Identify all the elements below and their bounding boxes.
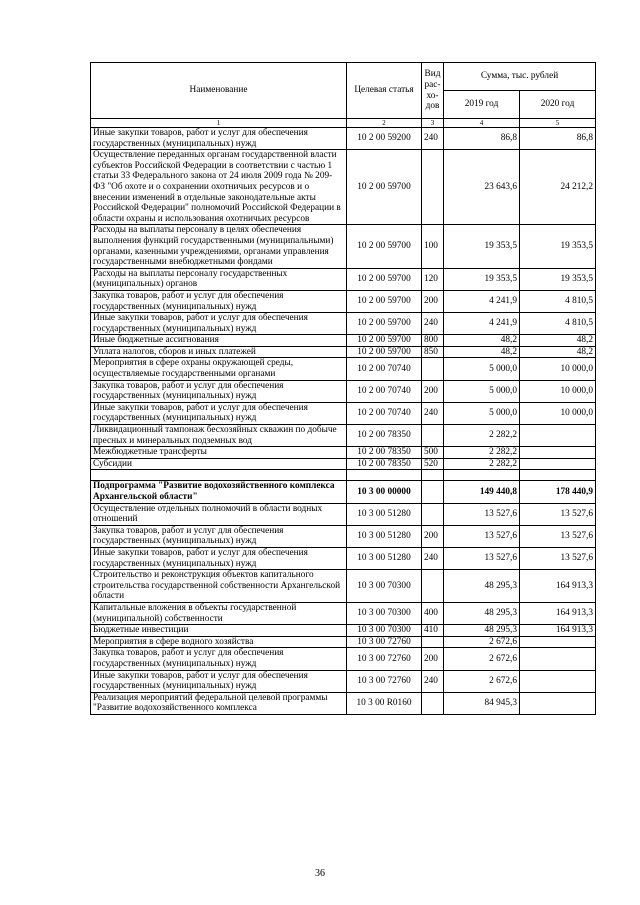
row-article: 10 2 00 78350 bbox=[347, 425, 422, 447]
row-expense-type: 120 bbox=[422, 268, 444, 290]
row-sum-2020: 86,8 bbox=[520, 128, 596, 150]
row-name: Иные закупки товаров, работ и услуг для обеспечения государственных (муниципальных) нужд bbox=[91, 402, 347, 424]
row-sum-2019: 86,8 bbox=[444, 128, 520, 150]
row-article: 10 2 00 59700 bbox=[347, 225, 422, 268]
index-cell: 5 bbox=[520, 119, 596, 128]
row-sum-2019: 19 353,5 bbox=[444, 268, 520, 290]
row-sum-2019: 13 527,6 bbox=[444, 503, 520, 525]
row-article: 10 2 00 59700 bbox=[347, 290, 422, 312]
row-sum-2020 bbox=[520, 636, 596, 648]
row-sum-2020: 4 810,5 bbox=[520, 313, 596, 335]
table-row bbox=[91, 547, 596, 569]
row-article: 10 3 00 72760 bbox=[347, 636, 422, 648]
table-body bbox=[91, 128, 596, 715]
row-name: Мероприятия в сфере охраны окружающей среды, осуществляемые государственными органами bbox=[91, 358, 347, 380]
table-row bbox=[91, 570, 596, 603]
table-row bbox=[91, 402, 596, 424]
row-expense-type: 240 bbox=[422, 128, 444, 150]
row-article: 10 3 00 70300 bbox=[347, 602, 422, 624]
table-row bbox=[91, 290, 596, 312]
row-expense-type: 800 bbox=[422, 335, 444, 347]
row-expense-type: 500 bbox=[422, 447, 444, 459]
row-sum-2020 bbox=[520, 425, 596, 447]
row-sum-2020: 13 527,6 bbox=[520, 525, 596, 547]
row-sum-2019: 48 295,3 bbox=[444, 570, 520, 603]
row-sum-2020: 19 353,5 bbox=[520, 268, 596, 290]
row-sum-2020: 178 440,9 bbox=[520, 481, 596, 503]
row-article: 10 2 00 78350 bbox=[347, 458, 422, 470]
row-article: 10 3 00 51280 bbox=[347, 525, 422, 547]
row-article: 10 3 00 72760 bbox=[347, 670, 422, 692]
table-row bbox=[91, 648, 596, 670]
row-sum-2019: 5 000,0 bbox=[444, 402, 520, 424]
row-expense-type: 240 bbox=[422, 402, 444, 424]
row-article: 10 3 00 51280 bbox=[347, 503, 422, 525]
row-name: Субсидии bbox=[91, 458, 347, 470]
row-sum-2020 bbox=[520, 447, 596, 459]
row-name: Строительство и реконструкция объектов капитального строительства государственной собственности Архангельской области bbox=[91, 570, 347, 603]
header-year-2019: 2019 год bbox=[444, 91, 520, 119]
table-row bbox=[91, 128, 596, 150]
row-sum-2019: 2 282,2 bbox=[444, 425, 520, 447]
row-name: Реализация мероприятий федеральной целевой программы "Развитие водохозяйственного комплекса bbox=[91, 692, 347, 714]
header-year-2020: 2020 год bbox=[520, 91, 596, 119]
header-article: Целевая статья bbox=[347, 63, 422, 119]
index-cell: 2 bbox=[347, 119, 422, 128]
table-row bbox=[91, 503, 596, 525]
row-sum-2020: 4 810,5 bbox=[520, 290, 596, 312]
row-article: 10 2 00 59200 bbox=[347, 128, 422, 150]
row-sum-2019: 2 672,6 bbox=[444, 648, 520, 670]
row-expense-type: 200 bbox=[422, 290, 444, 312]
table-row bbox=[91, 150, 596, 225]
row-sum-2019: 23 643,6 bbox=[444, 150, 520, 225]
row-sum-2019: 2 282,2 bbox=[444, 458, 520, 470]
row-expense-type: 200 bbox=[422, 525, 444, 547]
row-expense-type: 240 bbox=[422, 547, 444, 569]
row-name: Иные закупки товаров, работ и услуг для обеспечения государственных (муниципальных) нужд bbox=[91, 128, 347, 150]
row-sum-2019: 84 945,3 bbox=[444, 692, 520, 714]
row-name: Закупка товаров, работ и услуг для обеспечения государственных (муниципальных) нужд bbox=[91, 380, 347, 402]
row-sum-2019: 13 527,6 bbox=[444, 525, 520, 547]
row-name: Закупка товаров, работ и услуг для обеспечения государственных (муниципальных) нужд bbox=[91, 290, 347, 312]
row-expense-type: 240 bbox=[422, 313, 444, 335]
row-article: 10 2 00 70740 bbox=[347, 358, 422, 380]
row-sum-2020: 48,2 bbox=[520, 335, 596, 347]
row-sum-2020: 10 000,0 bbox=[520, 380, 596, 402]
table-row bbox=[91, 625, 596, 637]
row-expense-type: 240 bbox=[422, 670, 444, 692]
row-sum-2020 bbox=[520, 470, 596, 481]
row-expense-type bbox=[422, 636, 444, 648]
row-sum-2020: 10 000,0 bbox=[520, 358, 596, 380]
row-sum-2020: 164 913,3 bbox=[520, 570, 596, 603]
table-row bbox=[91, 447, 596, 459]
row-article: 10 3 00 00000 bbox=[347, 481, 422, 503]
row-article: 10 2 00 59700 bbox=[347, 346, 422, 358]
row-sum-2020: 13 527,6 bbox=[520, 503, 596, 525]
table-row bbox=[91, 380, 596, 402]
row-sum-2020 bbox=[520, 458, 596, 470]
header-expense-type: Вид рас-хо-дов bbox=[422, 63, 444, 119]
table-row bbox=[91, 268, 596, 290]
row-sum-2019: 48 295,3 bbox=[444, 625, 520, 637]
row-article: 10 2 00 78350 bbox=[347, 447, 422, 459]
table-row bbox=[91, 335, 596, 347]
row-article: 10 3 00 51280 bbox=[347, 547, 422, 569]
row-expense-type bbox=[422, 570, 444, 603]
row-article: 10 2 00 70740 bbox=[347, 380, 422, 402]
row-sum-2020: 19 353,5 bbox=[520, 225, 596, 268]
row-sum-2019: 4 241,9 bbox=[444, 313, 520, 335]
table-row bbox=[91, 692, 596, 714]
row-name: Иные закупки товаров, работ и услуг для обеспечения государственных (муниципальных) нужд bbox=[91, 670, 347, 692]
row-sum-2019: 149 440,8 bbox=[444, 481, 520, 503]
row-article: 10 2 00 70740 bbox=[347, 402, 422, 424]
row-sum-2020 bbox=[520, 692, 596, 714]
row-name: Ликвидационный тампонаж бесхозяйных скважин по добыче пресных и минеральных подземных вод bbox=[91, 425, 347, 447]
row-name: Расходы на выплаты персоналу государственных (муниципальных) органов bbox=[91, 268, 347, 290]
row-expense-type bbox=[422, 358, 444, 380]
row-article: 10 3 00 70300 bbox=[347, 625, 422, 637]
row-expense-type bbox=[422, 470, 444, 481]
row-name: Расходы на выплаты персоналу в целях обеспечения выполнения функций государственными (муниципальными) органами, казенными учреждениями, органами управления государственными внебюджетными фондами bbox=[91, 225, 347, 268]
row-name: Бюджетные инвестиции bbox=[91, 625, 347, 637]
row-name: Иные бюджетные ассигнования bbox=[91, 335, 347, 347]
row-name: Капитальные вложения в объекты государственной (муниципальной) собственности bbox=[91, 602, 347, 624]
row-sum-2019: 48,2 bbox=[444, 346, 520, 358]
table-row bbox=[91, 602, 596, 624]
row-article: 10 3 00 R0160 bbox=[347, 692, 422, 714]
table-row bbox=[91, 670, 596, 692]
row-name: Иные закупки товаров, работ и услуг для обеспечения государственных (муниципальных) нужд bbox=[91, 313, 347, 335]
row-sum-2019 bbox=[444, 470, 520, 481]
row-name: Мероприятия в сфере водного хозяйства bbox=[91, 636, 347, 648]
row-name: Межбюджетные трансферты bbox=[91, 447, 347, 459]
table-row bbox=[91, 481, 596, 503]
row-expense-type bbox=[422, 150, 444, 225]
table-row bbox=[91, 525, 596, 547]
row-name: Уплата налогов, сборов и иных платежей bbox=[91, 346, 347, 358]
row-sum-2020: 164 913,3 bbox=[520, 602, 596, 624]
row-name: Подпрограмма "Развитие водохозяйственного комплекса Архангельской области" bbox=[91, 481, 347, 503]
row-expense-type bbox=[422, 692, 444, 714]
row-name: Иные закупки товаров, работ и услуг для обеспечения государственных (муниципальных) нужд bbox=[91, 547, 347, 569]
row-sum-2020: 164 913,3 bbox=[520, 625, 596, 637]
table-row bbox=[91, 425, 596, 447]
spacer-row bbox=[91, 470, 596, 481]
row-sum-2019: 13 527,6 bbox=[444, 547, 520, 569]
index-cell: 3 bbox=[422, 119, 444, 128]
row-article: 10 3 00 72760 bbox=[347, 648, 422, 670]
row-sum-2020: 10 000,0 bbox=[520, 402, 596, 424]
row-expense-type: 200 bbox=[422, 380, 444, 402]
row-expense-type: 200 bbox=[422, 648, 444, 670]
row-name: Закупка товаров, работ и услуг для обеспечения государственных (муниципальных) нужд bbox=[91, 525, 347, 547]
row-expense-type bbox=[422, 503, 444, 525]
table-row bbox=[91, 225, 596, 268]
row-sum-2020: 48,2 bbox=[520, 346, 596, 358]
table-row bbox=[91, 313, 596, 335]
header-name: Наименование bbox=[91, 63, 347, 119]
row-expense-type: 400 bbox=[422, 602, 444, 624]
row-sum-2019: 19 353,5 bbox=[444, 225, 520, 268]
budget-table bbox=[90, 62, 596, 715]
header-sum: Сумма, тыс. рублей bbox=[444, 63, 596, 91]
row-expense-type bbox=[422, 425, 444, 447]
table-row bbox=[91, 636, 596, 648]
row-name: Закупка товаров, работ и услуг для обеспечения государственных (муниципальных) нужд bbox=[91, 648, 347, 670]
row-sum-2019: 48 295,3 bbox=[444, 602, 520, 624]
row-sum-2020: 13 527,6 bbox=[520, 547, 596, 569]
row-name: Осуществление отдельных полномочий в области водных отношений bbox=[91, 503, 347, 525]
row-expense-type: 410 bbox=[422, 625, 444, 637]
row-article: 10 2 00 59700 bbox=[347, 150, 422, 225]
row-expense-type: 520 bbox=[422, 458, 444, 470]
row-sum-2020: 24 212,2 bbox=[520, 150, 596, 225]
row-sum-2019: 4 241,9 bbox=[444, 290, 520, 312]
row-sum-2020 bbox=[520, 648, 596, 670]
row-expense-type: 100 bbox=[422, 225, 444, 268]
row-article: 10 2 00 59700 bbox=[347, 335, 422, 347]
row-sum-2020 bbox=[520, 670, 596, 692]
page-number: 36 bbox=[315, 868, 325, 879]
row-sum-2019: 2 672,6 bbox=[444, 636, 520, 648]
row-article: 10 3 00 70300 bbox=[347, 570, 422, 603]
row-expense-type: 850 bbox=[422, 346, 444, 358]
row-name: Осуществление переданных органам государственной власти субъектов Российской Федерации в соответствии с частью 1 статьи 33 Федерального закона от 24 июля 2009 года № 209-ФЗ "Об охоте и о сохранении охотничьих ресурсов и о внесении изменений в отдельные законодательные акты Российской Федерации" полномочий Российской Федерации в области охраны и использования охотничьих ресурсов bbox=[91, 150, 347, 225]
row-article: 10 2 00 59700 bbox=[347, 268, 422, 290]
row-name bbox=[91, 470, 347, 481]
row-sum-2019: 48,2 bbox=[444, 335, 520, 347]
row-sum-2019: 2 672,6 bbox=[444, 670, 520, 692]
table-row bbox=[91, 358, 596, 380]
row-sum-2019: 2 282,2 bbox=[444, 447, 520, 459]
row-sum-2019: 5 000,0 bbox=[444, 380, 520, 402]
index-cell: 1 bbox=[91, 119, 347, 128]
row-article: 10 2 00 59700 bbox=[347, 313, 422, 335]
table-row bbox=[91, 458, 596, 470]
row-article bbox=[347, 470, 422, 481]
row-sum-2019: 5 000,0 bbox=[444, 358, 520, 380]
row-expense-type bbox=[422, 481, 444, 503]
index-cell: 4 bbox=[444, 119, 520, 128]
table-row bbox=[91, 346, 596, 358]
